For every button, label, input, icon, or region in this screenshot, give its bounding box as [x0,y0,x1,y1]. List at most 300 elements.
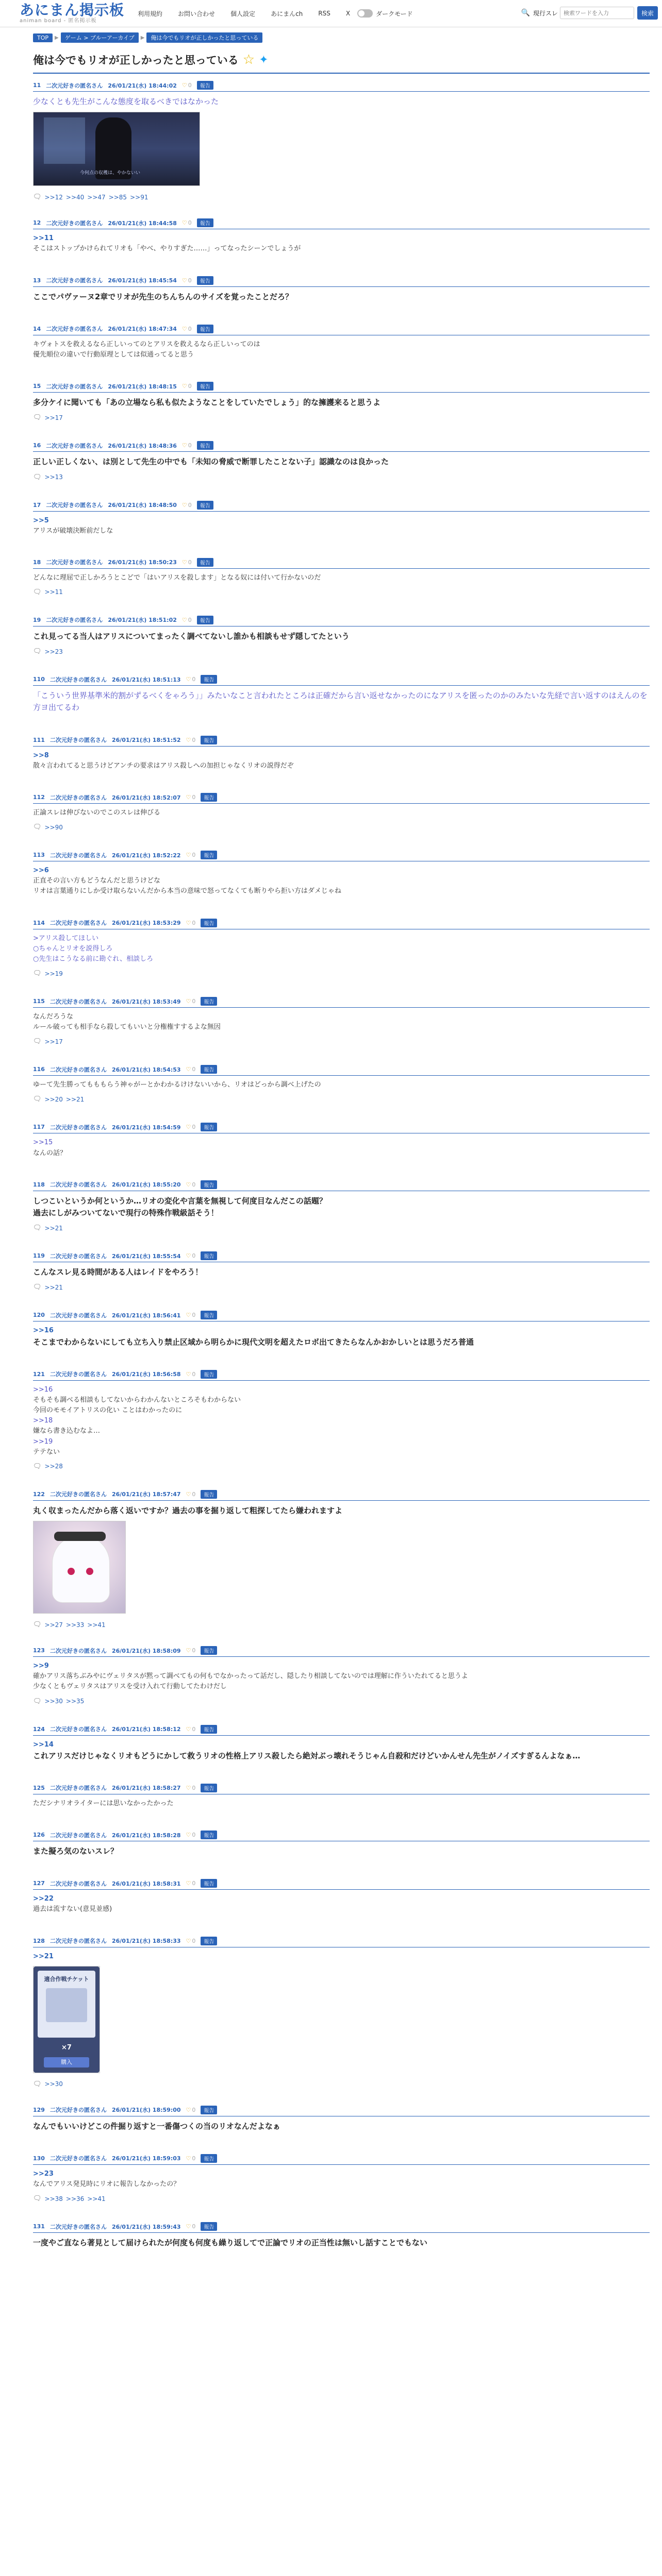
report-button[interactable]: 報告 [197,276,213,285]
reply-link[interactable]: >>21 [65,1095,85,1103]
post-number[interactable]: 116 [33,1066,45,1073]
post [33,668,650,716]
like-button[interactable] [182,617,192,623]
like-button[interactable] [186,794,196,801]
like-count: 0 [188,325,192,332]
post-date: 26/01/21(水) 18:55:20 [111,1181,181,1189]
post-line[interactable]: >>21 [33,1952,54,1960]
like-button[interactable] [186,1252,196,1259]
post-body [33,1501,650,1618]
reply-link[interactable]: >>28 [44,1463,63,1470]
post-body [33,1736,650,1764]
nav-rss[interactable]: RSS [318,10,330,17]
reply-link[interactable]: >>36 [65,2195,85,2202]
like-count: 0 [192,1784,196,1791]
like-count: 0 [188,277,192,284]
reply-link[interactable]: >>85 [108,193,127,201]
report-button[interactable]: 報告 [201,2222,217,2231]
post-number[interactable]: 15 [33,383,41,390]
post-header [33,558,650,569]
report-button[interactable]: 報告 [197,81,213,90]
post-body [33,1947,650,2077]
post-image[interactable] [33,1521,126,1614]
heart-icon: ♡ [186,2106,191,2113]
reply-link[interactable]: >>41 [87,2195,106,2202]
report-button[interactable]: 報告 [201,1646,217,1655]
like-count: 0 [192,1725,196,1733]
post-author: 二次元好きの匿名さん [49,1785,107,1792]
breadcrumb-thread[interactable]: 俺は今でもリオが正しかったと思っている [146,32,262,43]
reply-bubble-icon: 🗨 [33,1224,42,1232]
like-button[interactable] [186,1181,196,1188]
post-line[interactable]: >>11 [33,234,54,243]
like-button[interactable] [182,326,192,332]
post-body [33,569,650,585]
post-body [33,1191,650,1222]
post-date: 26/01/21(水) 18:56:58 [111,1371,181,1378]
post-number[interactable]: 126 [33,1832,45,1839]
site-logo[interactable] [20,3,124,24]
reply-link[interactable]: >>90 [44,823,63,831]
post-date: 26/01/21(水) 18:50:23 [108,559,177,566]
post-author: 二次元好きの匿名さん [49,2107,107,2114]
report-button[interactable]: 報告 [201,1370,217,1379]
image-glow [44,117,85,164]
post-line: ○ちゃんとリオを説得しろ [33,944,113,953]
post-line: そもそも調べる相談もしてないからわかんないところそもわからない [33,1396,241,1404]
post-author: 二次元好きの匿名さん [49,1938,107,1945]
twitter-share-icon[interactable]: ✦ [259,53,269,66]
post-header [33,2222,650,2233]
like-button[interactable] [186,1312,196,1318]
post-line: 過去は流すない(意見並感) [33,1905,112,1913]
report-button[interactable]: 報告 [197,441,213,450]
post-date: 26/01/21(水) 18:58:28 [111,1832,181,1839]
ticket-icon [46,1988,87,2022]
post-author: 二次元好きの匿名さん [49,737,107,744]
post-date: 26/01/21(水) 18:59:00 [111,2107,181,2114]
report-button[interactable]: 報告 [197,558,213,567]
post-number[interactable]: 110 [33,676,45,683]
like-button[interactable] [186,737,196,743]
post-number[interactable]: 11 [33,82,41,89]
like-button[interactable] [186,1726,196,1733]
post-line: リオは言葉通りにしか受け取らないんだから本当の意味で怒ってなくても断りやら拒い方はダメじゃね [33,887,341,895]
post [33,211,650,256]
post-body [33,335,650,362]
post-body [33,2233,650,2251]
reply-link[interactable]: >>38 [44,2195,63,2202]
post-body [33,1321,650,1350]
search-bar [521,6,658,20]
search-button[interactable]: 検索 [637,6,658,20]
post-line: >アリス殺してほしい [33,934,99,942]
heart-icon: ♡ [186,676,191,683]
nav-settings[interactable]: 個人設定 [230,10,256,18]
post-header [33,1370,650,1381]
reply-link[interactable]: >>35 [65,1698,85,1705]
reply-links [33,1618,650,1629]
post-number[interactable]: 125 [33,1784,45,1791]
post-line: なんの話？ [33,1149,67,1157]
like-count: 0 [192,1312,196,1319]
post-line[interactable]: >>19 [33,1437,53,1446]
post [33,1718,650,1764]
reply-link[interactable]: >>40 [65,193,85,201]
post-number[interactable]: 17 [33,501,41,509]
post-number[interactable]: 129 [33,2106,45,2113]
like-button[interactable] [186,1832,196,1838]
post-image[interactable] [33,112,200,186]
report-button[interactable]: 報告 [197,218,213,227]
post-line: また擬ろ気のないスレ？ [33,1846,119,1856]
like-button[interactable] [182,219,192,226]
post-number[interactable]: 122 [33,1490,45,1498]
reply-link[interactable]: >>41 [87,1621,106,1629]
reply-link[interactable]: >>33 [65,1621,85,1629]
post-date: 26/01/21(水) 18:52:07 [111,794,181,801]
like-count: 0 [192,1066,196,1073]
post-body [33,804,650,820]
post-number[interactable]: 118 [33,1181,45,1188]
like-button[interactable] [186,2155,196,2162]
report-button[interactable]: 報告 [197,382,213,391]
reply-link[interactable]: >>30 [44,1698,63,1705]
like-button[interactable] [186,998,196,1005]
report-button[interactable]: 報告 [201,1937,217,1945]
report-button[interactable]: 報告 [201,793,217,802]
post [33,551,650,596]
post-date: 26/01/21(水) 18:54:53 [111,1066,181,1073]
game-screenshot-image [34,112,200,185]
like-count: 0 [192,2106,196,2113]
reply-bubble-icon: 🗨 [33,1697,42,1705]
post-line[interactable]: >>5 [33,516,49,524]
post-line: 丸く収まったんだから落く返いですか？過去の事を掘り返して粗探してたら嫌われますよ [33,1505,343,1515]
post-number[interactable]: 111 [33,736,45,743]
post-author: 二次元好きの匿名さん [49,1181,107,1189]
favorite-star-icon[interactable]: ☆ [242,52,255,67]
post-header [33,1180,650,1191]
post-date: 26/01/21(水) 18:48:15 [108,383,177,390]
search-icon: 🔍 [521,9,530,17]
breadcrumb-category[interactable]: ゲーム > ブルーアーカイブ [61,32,139,43]
post-author: 二次元好きの匿名さん [49,1066,107,1073]
image-eye [68,1568,75,1575]
nav-contact[interactable]: お問い合わせ [178,10,216,18]
post-number[interactable]: 115 [33,998,45,1005]
post-body [33,1794,650,1811]
post-body [33,1381,650,1460]
heart-icon: ♡ [186,919,191,926]
post [33,1115,650,1160]
post [33,990,650,1045]
post-line: どんなに理屈で正しかろうとこどで「はいアリスを殺します」となる奴には付いて行かないのだ [33,573,321,582]
post-body [33,1133,650,1160]
reply-link[interactable]: >>30 [44,2080,63,2088]
reply-links [33,1221,650,1232]
dark-mode-label: ダークモード [376,10,413,18]
post-date: 26/01/21(水) 18:51:02 [108,617,177,624]
post-number[interactable]: 124 [33,1725,45,1733]
ticket-image [34,1967,100,2073]
report-button[interactable]: 報告 [201,1065,217,1074]
heart-icon: ♡ [186,998,191,1005]
post-author: 二次元好きの匿名さん [49,852,107,859]
post-number[interactable]: 123 [33,1647,45,1654]
search-scope[interactable]: 現行スレ [533,9,558,17]
post-date: 26/01/21(水) 18:57:47 [111,1491,181,1498]
post-number[interactable]: 120 [33,1312,45,1319]
like-button[interactable] [186,1491,196,1498]
nav-terms[interactable]: 利用規約 [138,10,163,18]
nav-animanch[interactable]: あにまんch [271,10,303,18]
like-button[interactable] [186,1066,196,1073]
post-number[interactable]: 127 [33,1880,45,1887]
like-button[interactable] [186,1880,196,1887]
post-line[interactable]: >>15 [33,1139,53,1147]
post-date: 26/01/21(水) 18:59:03 [111,2155,181,2162]
post-number[interactable]: 130 [33,2155,45,2162]
post-number[interactable]: 114 [33,919,45,926]
post-date: 26/01/21(水) 18:51:52 [111,737,181,744]
report-button[interactable]: 報告 [201,2106,217,2114]
reply-bubble-icon: 🗨 [33,1621,42,1629]
post-line: ここでパヴァーヌ2章でリオが先生のちんちんのサイズを覚ったことだろ？ [33,292,293,301]
post-image[interactable] [33,1966,100,2073]
post-number[interactable]: 119 [33,1252,45,1260]
post-header [33,1065,650,1076]
post-author: 二次元好きの匿名さん [49,998,107,1005]
post-number[interactable]: 128 [33,1937,45,1944]
like-count: 0 [192,852,196,859]
search-input[interactable] [560,7,634,19]
like-button[interactable] [182,383,192,389]
post-date: 26/01/21(水) 18:58:12 [111,1726,181,1733]
post-line[interactable]: >>6 [33,867,49,875]
report-button[interactable]: 報告 [201,1180,217,1189]
post-line[interactable]: >>18 [33,1417,53,1425]
report-button[interactable]: 報告 [201,1311,217,1319]
like-button[interactable] [186,920,196,926]
post-line: 正論スレは伸びないのでこのスレは伸びる [33,809,161,817]
reply-link[interactable]: >>21 [44,1283,63,1291]
like-count: 0 [188,501,192,509]
reply-link[interactable]: >>12 [44,193,63,201]
report-button[interactable]: 報告 [197,501,213,510]
post-date: 26/01/21(水) 18:51:13 [111,676,181,683]
like-button[interactable] [186,1647,196,1654]
reply-link[interactable]: >>27 [44,1621,63,1629]
report-button[interactable]: 報告 [197,616,213,624]
like-count: 0 [188,219,192,227]
report-button[interactable]: 報告 [201,1123,217,1131]
heart-icon: ♡ [186,1647,191,1654]
post [33,269,650,305]
chevron-right-icon: ▶ [55,35,59,41]
post-line: ルール破っても相手なら殺してもいいと分権権すするよな無因 [33,1023,221,1031]
post-author: 二次元好きの匿名さん [46,326,103,333]
post [33,1244,650,1291]
report-button[interactable]: 報告 [201,675,217,684]
post [33,74,650,201]
like-button[interactable] [186,852,196,858]
like-button[interactable] [182,82,192,89]
post [33,494,650,538]
like-button[interactable] [186,2223,196,2230]
post-date: 26/01/21(水) 18:44:58 [108,219,177,227]
post-header [33,325,650,335]
report-button[interactable]: 報告 [201,997,217,1006]
post-line: 正しい正しくない、は別として先生の中でも「未知の脅威で断罪したことない子」認識なのは良かった [33,457,389,467]
reply-links [33,645,650,655]
post-number[interactable]: 13 [33,277,41,284]
post-line: 多分ケイに聞いても「あの立場なら私も似たようなことをしていたでしょう」的な擁護来ると思うよ [33,398,380,408]
report-button[interactable]: 報告 [201,919,217,927]
post-number[interactable]: 18 [33,558,41,566]
heart-icon: ♡ [181,616,187,623]
like-count: 0 [192,1490,196,1498]
post-line: ゆーて先生勝ってもももらう神ゃがーとかわかるけけないいから、リオはどっから調べ上げたの [33,1081,321,1089]
post-author: 二次元好きの匿名さん [49,1371,107,1378]
post [33,1776,650,1811]
post-line[interactable]: >>22 [33,1895,54,1903]
heart-icon: ♡ [186,1490,191,1498]
post-header [33,919,650,929]
post-number[interactable]: 12 [33,219,41,227]
x-icon[interactable]: X [345,10,351,17]
post-line: アリスが破壊決断前だしな [33,527,113,535]
like-count: 0 [192,1880,196,1887]
heart-icon: ♡ [186,736,191,743]
post-author: 二次元好きの匿名さん [46,617,103,624]
heart-icon: ♡ [181,383,187,390]
reply-link[interactable]: >>47 [87,193,106,201]
like-button[interactable] [186,1371,196,1378]
post-number[interactable]: 117 [33,1124,45,1131]
post-line[interactable]: >>16 [33,1327,54,1335]
post-number[interactable]: 16 [33,442,41,449]
reply-bubble-icon: 🗨 [33,414,42,422]
like-button[interactable] [186,2107,196,2113]
reply-link[interactable]: >>13 [44,473,63,481]
reply-link[interactable]: >>23 [44,648,63,655]
like-button[interactable] [182,559,192,566]
report-button[interactable]: 報告 [201,1490,217,1499]
post-line: こんなスレ見る時間がある人はレイドをやろう！ [33,1267,203,1277]
post-header [33,2106,650,2116]
dark-mode-toggle[interactable] [357,9,413,18]
post-line[interactable]: >>14 [33,1740,54,1749]
reply-links [33,2077,650,2088]
post-line: テテない [33,1448,60,1456]
reply-link[interactable]: >>11 [44,588,63,596]
like-button[interactable] [186,1124,196,1130]
post-author: 二次元好きの匿名さん [46,219,103,227]
post [33,728,650,773]
post-line: ○先生はこうなる前に勘ぐれ、相談しろ [33,955,154,963]
like-button[interactable] [186,1938,196,1944]
ticket-count: ×7 [61,2043,72,2052]
report-button[interactable]: 報告 [201,1831,217,1839]
post-number[interactable]: 113 [33,852,45,859]
post-number[interactable]: 19 [33,616,41,623]
post-body [33,929,650,967]
breadcrumb-top[interactable]: TOP [33,33,53,42]
reply-links [33,1280,650,1291]
heart-icon: ♡ [181,325,187,332]
post-date: 26/01/21(水) 18:54:59 [111,1124,181,1131]
report-button[interactable]: 報告 [201,851,217,859]
post-header [33,501,650,512]
post [33,1823,650,1859]
like-count: 0 [192,1832,196,1839]
report-button[interactable]: 報告 [201,2154,217,2163]
like-button[interactable] [182,502,192,509]
post-date: 26/01/21(水) 18:48:50 [108,502,177,509]
post [33,317,650,362]
toggle-switch-icon[interactable] [357,9,373,18]
post-number[interactable]: 121 [33,1370,45,1378]
report-button[interactable]: 報告 [201,1251,217,1260]
image-eye [86,1568,93,1575]
post-number[interactable]: 131 [33,2223,45,2230]
post-date: 26/01/21(水) 18:44:02 [108,82,177,89]
reply-link[interactable]: >>91 [130,193,148,201]
like-count: 0 [192,1124,196,1131]
post-body [33,287,650,305]
ticket-buy-label: 購入 [44,2057,89,2067]
report-button[interactable]: 報告 [201,1784,217,1792]
post [33,608,650,655]
post-line: 確かアリス落ちぶみやにヴェリタスが黙って調べてもの何もでなかったって話だし、隠したり相談してないのでは理解に作ういたれてると思うよ [33,1672,468,1681]
like-button[interactable] [186,1785,196,1791]
like-count: 0 [188,82,192,89]
post [33,843,650,899]
like-count: 0 [192,1937,196,1944]
like-button[interactable] [186,676,196,683]
reply-link[interactable]: >>17 [44,1038,63,1045]
reply-link[interactable]: >>17 [44,414,63,421]
post-line: キヴォトスを救えるなら正しいってのとアリスを救えるなら正しいってのは [33,340,260,348]
reply-link[interactable]: >>21 [44,1224,63,1232]
post-header [33,616,650,626]
post-line[interactable]: >>9 [33,1662,49,1670]
post-date: 26/01/21(水) 18:48:36 [108,442,177,449]
post-number[interactable]: 14 [33,325,41,332]
like-button[interactable] [182,442,192,449]
post-body [33,2116,650,2134]
post-line: しつこいというか何というか…リオの変化や言葉を無視して何度目なんだこの話題？ [33,1196,327,1206]
report-button[interactable]: 報告 [197,325,213,333]
report-button[interactable]: 報告 [201,1879,217,1888]
post-line[interactable]: >>8 [33,751,49,759]
post-author: 二次元好きの匿名さん [49,1832,107,1839]
post-header [33,1123,650,1133]
report-button[interactable]: 報告 [201,1725,217,1734]
post [33,375,650,421]
post-number[interactable]: 112 [33,794,45,801]
post-header [33,1490,650,1501]
reply-link[interactable]: >>19 [44,970,63,977]
like-button[interactable] [182,277,192,284]
reply-link[interactable]: >>20 [44,1095,63,1103]
report-button[interactable]: 報告 [201,736,217,744]
post-line[interactable]: >>16 [33,1385,53,1394]
post-line[interactable]: >>23 [33,2170,54,2178]
post-header [33,441,650,452]
reply-links [33,1460,650,1470]
